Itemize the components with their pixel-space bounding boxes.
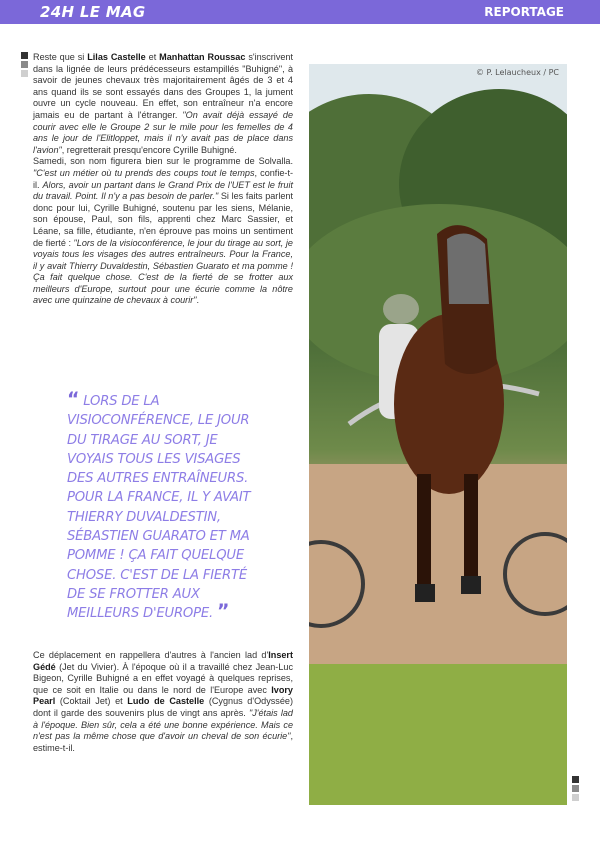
page-header <box>0 0 600 24</box>
text-run: , confie-t-il. <box>33 167 293 190</box>
text-run: Samedi, son nom figurera bien sur le programme de Solvalla. <box>33 156 293 167</box>
open-quote-icon: “ <box>67 388 80 410</box>
bold-name: Ivory Pearl <box>33 684 293 707</box>
quote-text: "Lors de la visioconférence, le jour du tirage au sort, je voyais tous les visages des autres entraîneurs. Pour la France, il y avait Thierry Duvaldestin, Sébastien Guarato et ma pomme ! Ça fait quelque chose. C'est de la fierté de se frotter aux meilleurs d'Europe, surtout pour une écurie comme la nôtre avec une quinzaine de chevaux à courir" <box>33 237 293 306</box>
bold-name: Manhattan Roussac <box>159 52 246 62</box>
text-run: , regretterait presqu'encore Cyrille Buhigné. <box>61 144 237 155</box>
text-run: s'inscrivent dans la lignée de leurs prédécesseurs estampillés "Buhigné", à savoir de jeunes chevaux très majoritairement âgés de 3 et 4 ans quand ils se sont essayés dans des Groupes 1, la jument ouvre un cycle nouveau. En effet, son entraîneur n'a encore jamais eu de partant à l'étranger. <box>33 52 294 120</box>
quote-text: "On avait déjà essayé de courir avec elle le Groupe 2 sur le mile pour les femelles de 4 ans le jour de l'Elitloppet, mais il n'y avait pas de place dans l'avion" <box>33 109 294 155</box>
decorative-squares-bottom <box>572 776 579 803</box>
paragraph-2 <box>33 156 293 307</box>
text-run: Si les faits parlent donc pour lui, Cyrille Buhigné, soutenu par les siens, Mélanie, son épouse, Paul, son fils, apprenti chez Marc Sassier, et Léane, sa fille, étudiante, n'en éprouve pas moins un sentiment de fierté : <box>33 191 293 248</box>
text-run: Ce déplacement en rappellera d'autres à l'ancien lad d' <box>33 650 269 660</box>
decorative-squares-top <box>21 52 28 79</box>
paragraph-3 <box>33 650 293 754</box>
text-run: et <box>145 52 160 62</box>
paragraph-1 <box>33 52 293 156</box>
quote-text: "C'est un métier où tu prends des coups tout le temps <box>33 167 255 178</box>
magazine-title: 24H LE MAG <box>40 3 146 21</box>
bold-name: Ludo de Castelle <box>127 696 205 707</box>
text-run: . <box>196 295 200 306</box>
quote-text: "J'étais lad à l'époque. Bien sûr, cela a été une bonne expérience. Mais ce n'est pas la même chose que d'avoir un cheval de son écurie" <box>33 707 293 742</box>
text-run: (Coktail Jet) et <box>55 696 128 707</box>
article-column-top <box>33 52 293 307</box>
section-label: REPORTAGE <box>484 5 564 19</box>
pull-quote-text: LORS DE LA VISIOCONFÉRENCE, LE JOUR DU TIRAGE AU SORT, JE VOYAIS TOUS LES VISAGES DES AUTRES ENTRAÎNEURS. POUR LA FRANCE, IL Y AVAIT THIERRY DUVALDESTIN, SÉBASTIEN GUARATO ET MA POMME ! ÇA FAIT QUELQUE CHOSE. C'EST DE LA FIERTÉ DE SE FROTTER AUX MEILLEURS D'EUROPE. <box>67 394 251 622</box>
text-run: (Cygnus d'Odyssée) dont il garde des souvenirs plus de vingt ans après. <box>33 696 293 718</box>
bold-name: Lilas Castelle <box>87 52 146 62</box>
bold-name: Insert Gédé <box>33 650 293 672</box>
photo-credit: © P. Lelaucheux / PC <box>475 68 559 77</box>
close-quote-icon: ” <box>217 600 230 623</box>
quote-text: Alors, avoir un partant dans le Grand Prix de l'UET est le fruit du travail. Point. Il n'y a pas besoin de parler." <box>33 179 293 202</box>
harness-racing-photo <box>309 64 567 805</box>
text-run: Reste que si <box>33 52 88 62</box>
pull-quote <box>67 388 263 624</box>
photo-illustration <box>309 64 567 805</box>
text-run: , estime-t-il. <box>33 731 293 753</box>
article-column-bottom <box>33 650 293 754</box>
text-run: (Jet du Vivier). À l'époque où il a travaillé chez Jean-Luc Bigeon, Cyrille Buhigné a en effet voyagé à quelques reprises, que ce soit en Italie ou dans le nord de l'Europe avec <box>33 661 293 695</box>
